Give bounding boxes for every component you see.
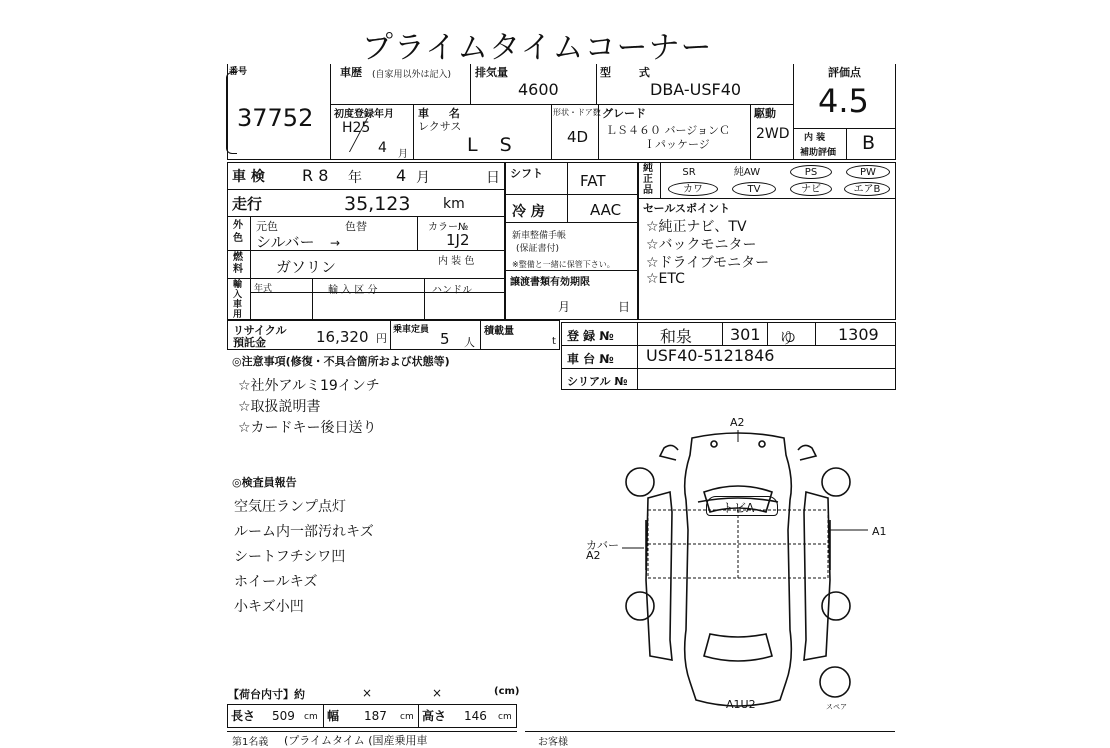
service-book-label-1: 新車整備手帳 (512, 231, 567, 241)
recycle-label-2: 預託金 (233, 336, 266, 349)
service-book-label-2: (保証書付) (516, 244, 560, 254)
length-value: 509 (272, 709, 295, 723)
drive-label: 駆動 (754, 107, 776, 120)
score-label: 評価点 (828, 66, 861, 79)
diagram-rear-label: A1U2 (726, 698, 756, 711)
equip-sr: SR (682, 167, 696, 178)
equip-ps: PS (790, 165, 832, 179)
load-unit: t (552, 336, 556, 347)
color-orig-label: 元色 (256, 220, 278, 233)
model-label: 型 式 (600, 66, 662, 79)
sales-point-item: ☆純正ナビ、TV (646, 219, 747, 235)
fuel-label: 燃料 (233, 252, 243, 275)
inspector-item: ホイールキズ (234, 574, 318, 590)
first-reg-month: 4 (378, 140, 387, 156)
service-book-note: ※整備と一緒に保管下さい。 (512, 260, 615, 269)
diagram-front-label: A2 (730, 416, 745, 429)
length-unit: cm (304, 712, 318, 722)
equip-pw: PW (846, 165, 890, 179)
car-damage-diagram (580, 420, 900, 720)
displacement-value: 4600 (518, 80, 559, 99)
height-label: 高さ (422, 709, 447, 723)
cargo-x1: × (362, 686, 373, 700)
equip-navi: ナビ (790, 182, 832, 196)
sales-point-item: ☆ドライブモニター (646, 255, 770, 271)
inspector-item: ルーム内一部汚れキズ (234, 524, 374, 540)
history-sublabel: (自家用以外は記入) (372, 70, 452, 80)
color-change-label: 色替 (345, 220, 367, 233)
serial-label: シリアル № (567, 375, 628, 388)
load-label: 積載量 (484, 326, 514, 337)
first-reg-label: 初度登録年月 (334, 109, 394, 120)
chassis-label: 車 台 № (567, 352, 614, 366)
equip-aw: 純AW (733, 167, 761, 178)
sales-point-item: ☆ETC (646, 271, 685, 287)
displacement-label: 排気量 (475, 66, 508, 79)
color-code-label: カラー№ (428, 222, 469, 233)
mileage-unit: km (443, 196, 465, 212)
color-arrow: → (330, 236, 341, 250)
height-unit: cm (498, 712, 512, 722)
diagram-left-label-1: カバー (586, 539, 619, 552)
recycle-unit: 円 (376, 332, 387, 345)
width-value: 187 (364, 709, 387, 723)
recycle-value: 16,320 (316, 328, 369, 346)
inspection-month: 4 (396, 166, 407, 185)
registration-label: 登 録 № (567, 329, 614, 343)
cargo-x2: × (432, 686, 443, 700)
first-reg-month-unit: 月 (398, 149, 408, 160)
import-handle-label: ハンドル (432, 285, 472, 296)
diagram-left-label-2: A2 (586, 549, 601, 562)
inspector-item: 小キズ小凹 (234, 599, 304, 615)
registration-place: 和泉 (660, 327, 693, 346)
note-item: ☆カードキー後日送り (238, 420, 377, 436)
grade-line-1: ＬＳ４６０ バージョンＣ (606, 124, 731, 137)
transfer-day-unit: 日 (618, 300, 631, 314)
doors-label: 形状・ドア数 (553, 108, 601, 117)
diagram-right-label: A1 (872, 525, 887, 538)
diagram-roof-label: トビA (722, 501, 755, 515)
interior-label-1: 内 装 (804, 133, 826, 143)
inspector-item: シートフチシワ凹 (234, 549, 346, 565)
registration-number: 1309 (838, 325, 879, 344)
model-value: DBA-USF40 (650, 80, 742, 99)
import-label: 輸入車用 (233, 280, 243, 320)
inspector-item: 空気圧ランプ点灯 (234, 499, 346, 515)
length-label: 長さ (231, 709, 256, 723)
inspection-era: R 8 (302, 166, 329, 185)
equip-airbag: エアB (844, 182, 890, 196)
color-value: シルバー (256, 233, 315, 251)
lot-label: 番号 (229, 67, 248, 77)
mileage-value: 35,123 (344, 193, 411, 215)
sales-point-item: ☆バックモニター (646, 237, 757, 253)
shift-value: FAT (580, 172, 606, 190)
capacity-label: 乗車定員 (393, 325, 430, 335)
capacity-unit: 人 (464, 336, 475, 349)
doors-value: 4D (567, 128, 589, 146)
owner-right: お客様 (538, 737, 568, 748)
height-value: 146 (464, 709, 487, 723)
equipment-label: 純正品 (643, 163, 653, 196)
registration-class: 301 (730, 325, 761, 344)
car-name: L S (467, 134, 520, 156)
color-code: 1J2 (446, 231, 470, 249)
registration-kana: ゆ (780, 328, 797, 347)
car-maker: レクサス (418, 120, 462, 133)
interior-label-2: 補助評価 (800, 148, 837, 158)
history-label: 車歴 (340, 66, 362, 79)
color-outer-label: 外色 (233, 220, 243, 244)
inspection-day-unit: 日 (486, 170, 500, 186)
aircon-value: AAC (590, 201, 622, 219)
sales-points-label: セールスポイント (643, 202, 731, 215)
first-reg-era: H25 (342, 120, 371, 136)
owner-label: 第1名義 (232, 737, 269, 748)
recycle-label-1: リサイクル (233, 324, 287, 337)
page-title: プライムタイムコーナー (362, 30, 713, 66)
owner-value: (プライムタイム (国産乗用車 (284, 734, 428, 747)
inspection-label: 車 検 (232, 169, 265, 185)
aircon-label: 冷 房 (512, 204, 545, 220)
mileage-label: 走行 (232, 195, 263, 213)
import-year-label: 年式 (254, 284, 273, 294)
cargo-label: 【荷台内寸】約 (228, 688, 305, 701)
lot-number: 37752 (237, 104, 314, 132)
grade-line-2: Ｉパッケージ (644, 138, 710, 151)
grade-label: グレード (602, 107, 646, 120)
chassis-value: USF40-5121846 (646, 346, 775, 365)
transfer-month-unit: 月 (558, 300, 571, 314)
interior-score: B (862, 132, 876, 154)
capacity-value: 5 (440, 330, 450, 348)
inspection-year-unit: 年 (348, 170, 362, 186)
note-item: ☆取扱説明書 (238, 399, 321, 415)
transfer-label: 譲渡書類有効期限 (510, 277, 590, 288)
fuel-value: ガソリン (276, 258, 337, 276)
equip-leather: カワ (668, 182, 718, 196)
width-unit: cm (400, 712, 414, 722)
lot-bracket (226, 72, 237, 154)
width-label: 幅 (327, 709, 340, 723)
inspector-label: ◎検査員報告 (232, 476, 297, 489)
car-name-label: 車 名 (418, 107, 468, 120)
equip-tv: TV (732, 182, 776, 196)
score-value: 4.5 (818, 82, 869, 120)
diagram-spare-label: スペア (826, 703, 847, 711)
note-item: ☆社外アルミ19インチ (238, 378, 380, 394)
inspection-month-unit: 月 (416, 170, 430, 186)
drive-value: 2WD (756, 126, 790, 142)
interior-color-label: 内 装 色 (438, 256, 475, 267)
notes-label: ◎注意事項(修復・不具合箇所および状態等) (232, 355, 450, 368)
cargo-unit: (cm) (494, 686, 520, 697)
import-category-label: 輸 入 区 分 (328, 285, 378, 296)
shift-label: シフト (510, 167, 543, 180)
